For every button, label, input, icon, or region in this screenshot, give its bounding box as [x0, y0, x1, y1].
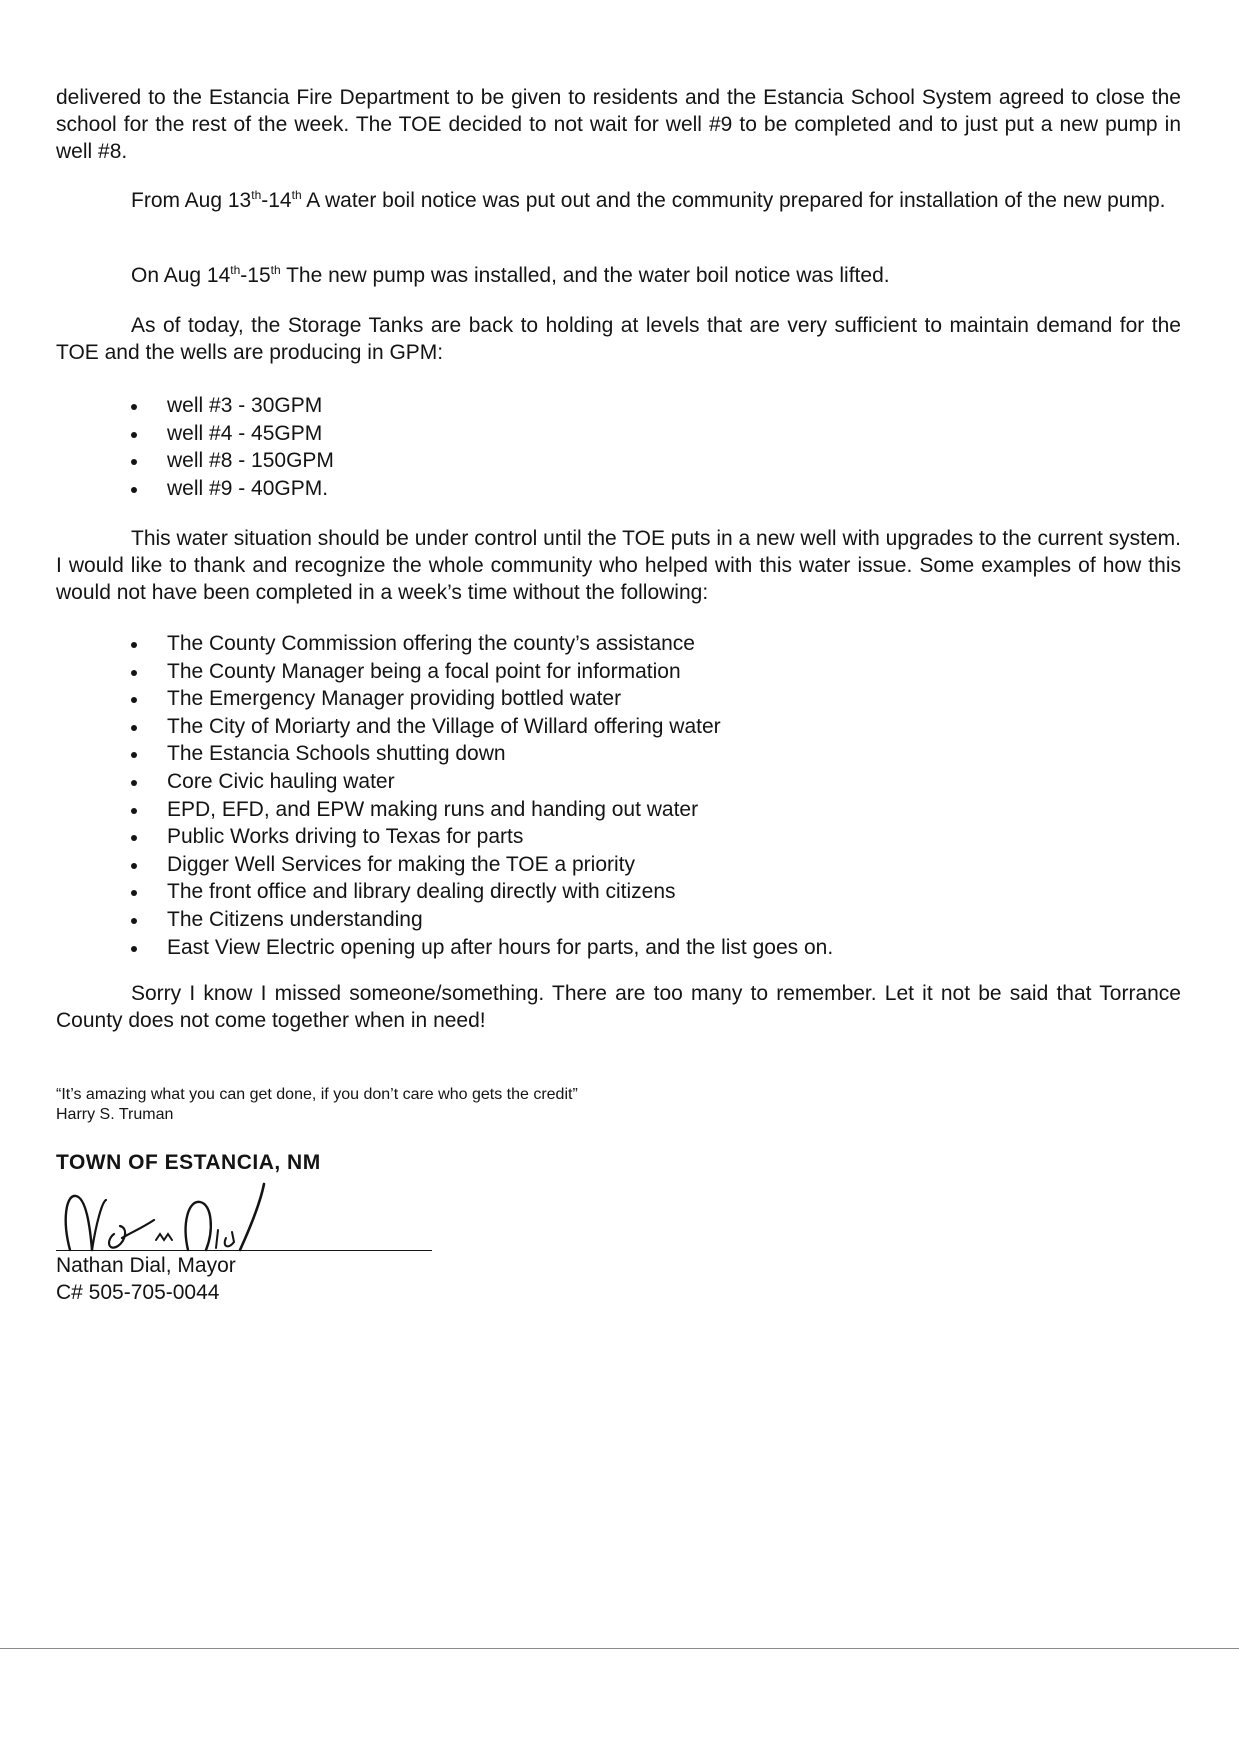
well-output-list — [125, 392, 334, 502]
list-item: The Emergency Manager providing bottled water — [125, 685, 833, 713]
list-item: Core Civic hauling water — [125, 768, 833, 796]
bullet-icon — [131, 808, 137, 814]
list-item: The Estancia Schools shutting down — [125, 740, 833, 768]
paragraph-boil-notice: From Aug 13th-14th A water boil notice was put out and the community prepared for installation of the new pump. — [131, 188, 1166, 212]
signature-image — [56, 1180, 436, 1258]
bullet-icon — [131, 946, 137, 952]
signer-name: Nathan Dial, Mayor — [56, 1254, 236, 1277]
quote-author: Harry S. Truman — [56, 1106, 174, 1123]
signer-block — [56, 1252, 236, 1306]
list-item: The front office and library dealing directly with citizens — [125, 878, 833, 906]
bullet-icon — [131, 918, 137, 924]
paragraph-closing: Sorry I know I missed someone/something. There are too many to remember. Let it not be said that Torrance County does not come together when in need! — [56, 982, 1181, 1032]
bullet-icon — [131, 835, 137, 841]
bullet-icon — [131, 725, 137, 731]
paragraph-storage-tanks: As of today, the Storage Tanks are back to holding at levels that are very sufficient to maintain demand for the TOE and the wells are producing in GPM: — [56, 314, 1181, 364]
bullet-icon — [131, 487, 137, 493]
signer-phone: C# 505-705-0044 — [56, 1281, 220, 1304]
list-item: well #3 - 30GPM — [125, 392, 334, 420]
list-item: East View Electric opening up after hours for parts, and the list goes on. — [125, 934, 833, 962]
list-item: EPD, EFD, and EPW making runs and handing out water — [125, 796, 833, 824]
list-item: well #4 - 45GPM — [125, 420, 334, 448]
signature-line — [56, 1250, 432, 1251]
thanks-list — [125, 630, 833, 961]
bullet-icon — [131, 752, 137, 758]
quote-text: “It’s amazing what you can get done, if you don’t care who gets the credit” — [56, 1086, 578, 1103]
organization-name: TOWN OF ESTANCIA, NM — [56, 1151, 321, 1174]
bullet-icon — [131, 697, 137, 703]
list-item: The City of Moriarty and the Village of Willard offering water — [125, 713, 833, 741]
list-item: The County Commission offering the county’s assistance — [125, 630, 833, 658]
list-item: Public Works driving to Texas for parts — [125, 823, 833, 851]
list-item: well #9 - 40GPM. — [125, 475, 334, 503]
list-item: well #8 - 150GPM — [125, 447, 334, 475]
bullet-icon — [131, 642, 137, 648]
bullet-icon — [131, 890, 137, 896]
paragraph-continuation: delivered to the Estancia Fire Department to be given to residents and the Estancia School System agreed to close the school for the rest of the week. The TOE decided to not wait for well #9 to be completed and to just put a new pump in well #8. — [56, 86, 1181, 163]
list-item: The Citizens understanding — [125, 906, 833, 934]
bullet-icon — [131, 459, 137, 465]
paragraph-thanks: This water situation should be under control until the TOE puts in a new well with upgrades to the current system. I would like to thank and recognize the whole community who helped with this water issue. Some examples of how this would not have been completed in a week’s time without the following: — [56, 527, 1181, 604]
paragraph-pump-installed: On Aug 14th-15th The new pump was installed, and the water boil notice was lifted. — [131, 263, 890, 287]
page-bottom-rule — [0, 1648, 1239, 1649]
bullet-icon — [131, 780, 137, 786]
bullet-icon — [131, 670, 137, 676]
bullet-icon — [131, 863, 137, 869]
bullet-icon — [131, 432, 137, 438]
bullet-icon — [131, 404, 137, 410]
list-item: Digger Well Services for making the TOE a priority — [125, 851, 833, 879]
quote-block — [56, 1085, 578, 1125]
list-item: The County Manager being a focal point for information — [125, 658, 833, 686]
